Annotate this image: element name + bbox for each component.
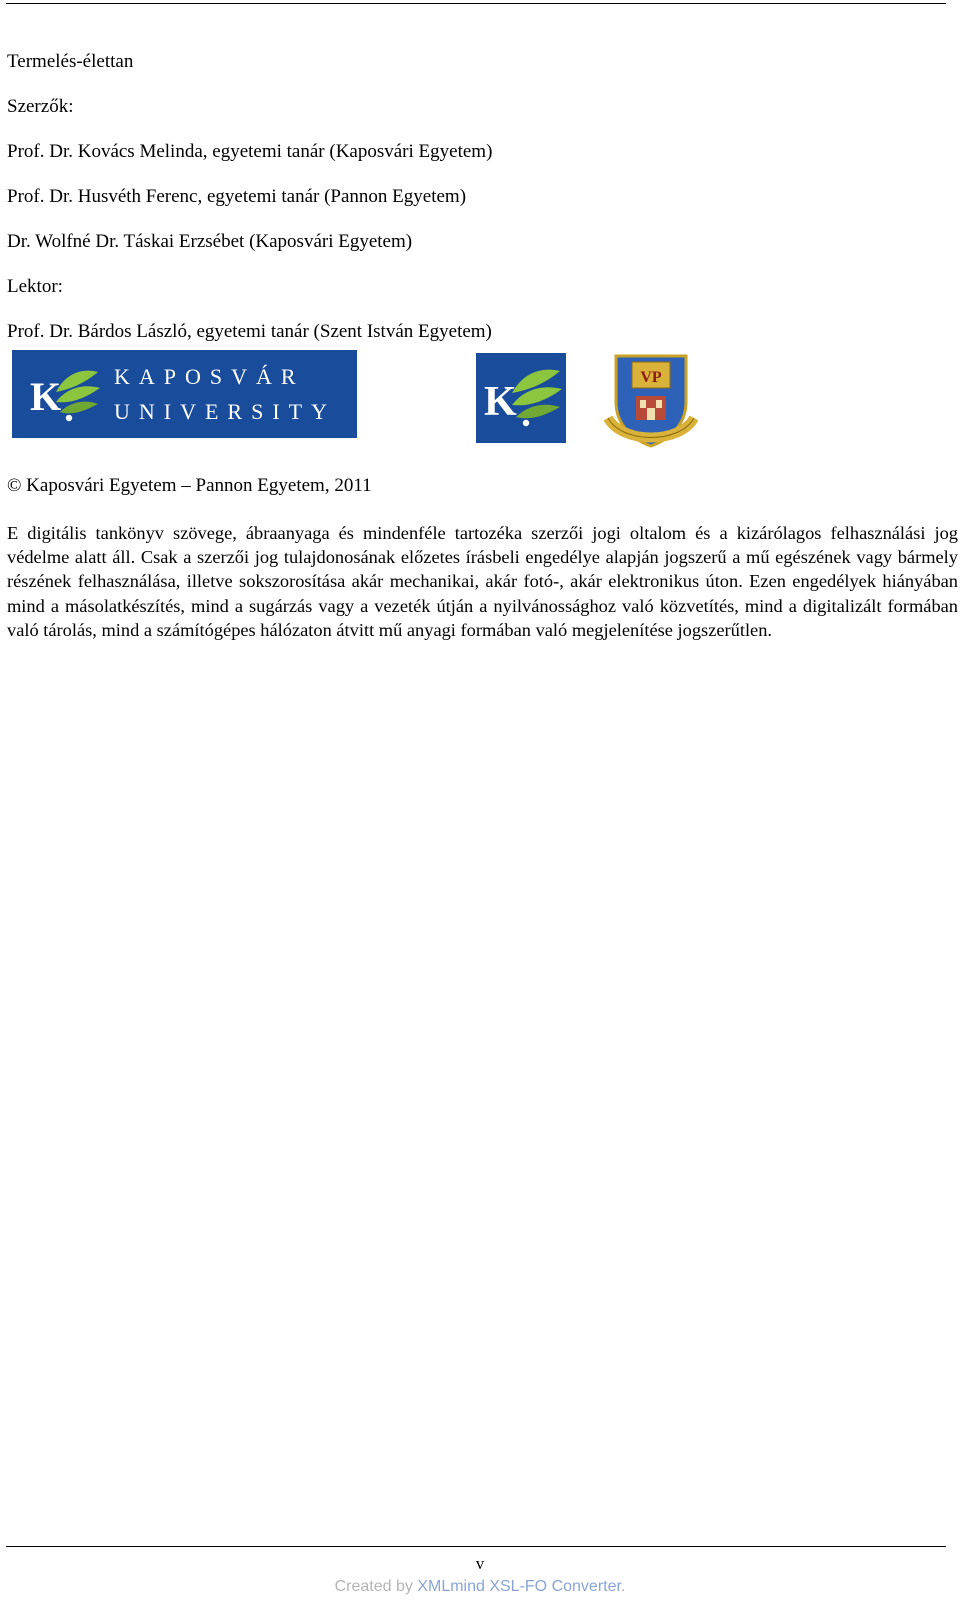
kaposvar-university-logo xyxy=(12,350,357,438)
k-leaf-icon xyxy=(22,362,104,426)
document-title: Termelés-élettan xyxy=(7,51,134,72)
reviewer: Prof. Dr. Bárdos László, egyetemi tanár (Szent István Egyetem) xyxy=(7,321,492,342)
svg-text:K: K xyxy=(484,379,517,425)
reviewer-label: Lektor: xyxy=(7,276,63,297)
k-leaf-icon xyxy=(476,353,566,443)
svg-text:K: K xyxy=(30,374,62,419)
footer-rule xyxy=(6,1546,946,1547)
credit-suffix: . xyxy=(620,1578,626,1595)
kaposvar-k-logo xyxy=(476,353,566,443)
credit-prefix: Created by xyxy=(334,1578,418,1595)
page-number: v xyxy=(475,1554,485,1573)
footer-credit xyxy=(0,1577,960,1597)
rights-paragraph: E digitális tankönyv szövege, ábraanyaga és mindenféle tartozéka szerzői jogi oltalom és a kizárólagos felhasználási jog védelme alatt áll. Csak a szerzői jog tulajdonosának előzetes írásbeli engedélye alapján jogszerű a mű egészének vagy bármely részének felhasználása, illetve sokszorosítása akár mechanikai, akár fotó-, akár elektronikus úton. Ezen engedélyek hiányában mind a másolatkészítés, mind a sugárzás vagy a vezeték útján a nyilvánossághoz való közvetítés, mind a digitalizált formában való tárolás, mind a számítógépes hálózaton átvitt mű anyagi formában való megjelenítése jogszerűtlen. xyxy=(7,523,958,640)
logo-word-kaposvar: KAPOSVÁR xyxy=(114,364,305,389)
header-rule xyxy=(6,3,946,4)
author-1: Prof. Dr. Kovács Melinda, egyetemi tanár (Kaposvári Egyetem) xyxy=(7,141,493,162)
authors-label: Szerzők: xyxy=(7,96,74,117)
copyright-line: © Kaposvári Egyetem – Pannon Egyetem, 2011 xyxy=(7,475,372,496)
logo-word-university: UNIVERSITY xyxy=(114,399,336,424)
author-2: Prof. Dr. Husvéth Ferenc, egyetemi tanár (Pannon Egyetem) xyxy=(7,186,467,207)
pannon-university-crest xyxy=(602,352,700,450)
converter-link[interactable]: XMLmind XSL-FO Converter xyxy=(417,1578,621,1595)
author-3: Dr. Wolfné Dr. Táskai Erzsébet (Kaposvári Egyetem) xyxy=(7,231,413,252)
crest-letters: VP xyxy=(640,369,662,386)
crest-icon xyxy=(602,352,700,450)
